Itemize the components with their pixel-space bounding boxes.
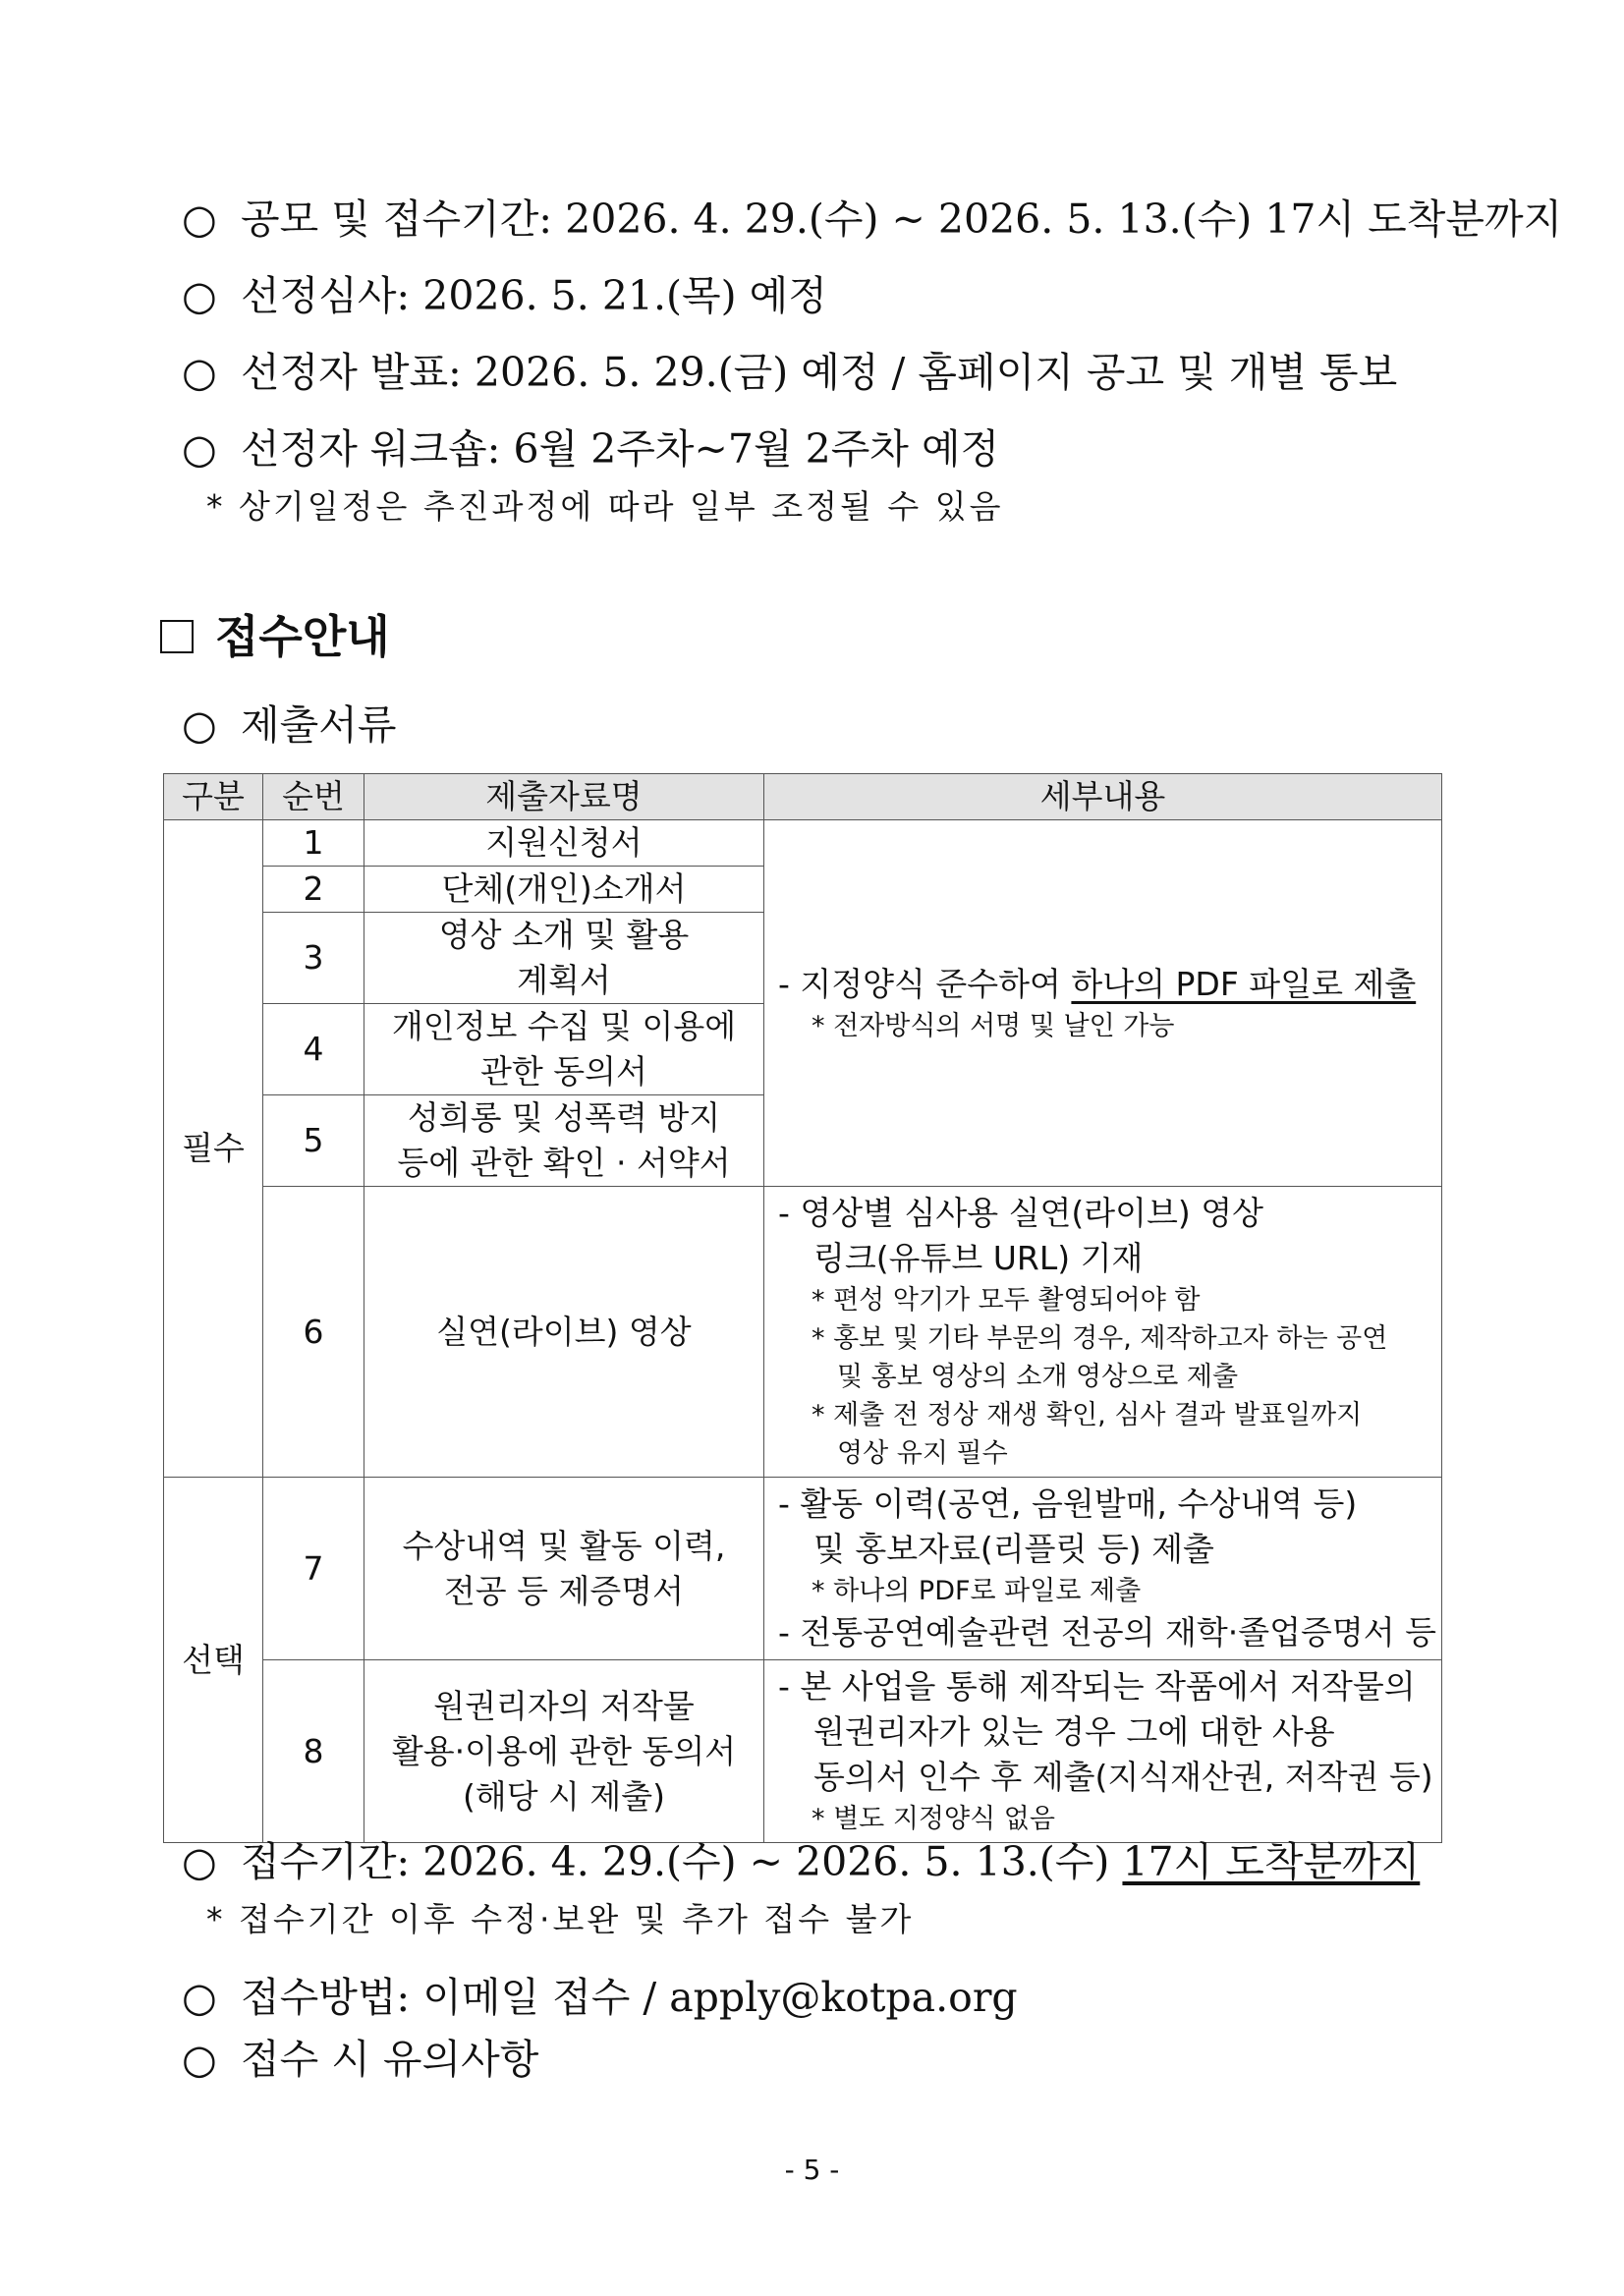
schedule-bullet-workshop <box>182 417 999 475</box>
detail-line: - 전통공연예술관련 전공의 재학·졸업증명서 등 <box>778 1613 1437 1652</box>
detail-cell-7 <box>764 1478 1442 1660</box>
name-line: 성희롱 및 성폭력 방지 <box>407 1098 721 1137</box>
table-row <box>164 820 1442 867</box>
detail-line: - 영상별 심사용 실연(라이브) 영상 <box>778 1194 1264 1232</box>
group-required <box>164 820 263 1478</box>
circle-bullet-icon: ○ <box>182 272 217 319</box>
circle-bullet-icon: ○ <box>182 701 217 749</box>
detail-line: 원권리자가 있는 경우 그에 대한 사용 <box>813 1712 1335 1751</box>
circle-bullet-icon: ○ <box>182 196 217 243</box>
name-line: 영상 소개 및 활용 <box>438 916 690 954</box>
receipt-period-text: 접수기간: 2026. 4. 29.(수) ~ 2026. 5. 13.(수) <box>241 1838 1123 1885</box>
schedule-note: * 상기일정은 추진과정에 따라 일부 조정될 수 있음 <box>206 487 1004 526</box>
detail-cell-6 <box>764 1187 1442 1478</box>
circle-bullet-icon: ○ <box>182 425 217 473</box>
detail-subnote: 및 홍보 영상의 소개 영상으로 제출 <box>837 1362 1239 1392</box>
docs-heading <box>182 693 396 751</box>
table-row <box>164 1187 1442 1478</box>
detail-subnote: * 별도 지정양식 없음 <box>812 1804 1055 1834</box>
detail-line: - 활동 이력(공연, 음원발매, 수상내역 등) <box>778 1484 1358 1523</box>
circle-bullet-icon: ○ <box>182 2036 217 2083</box>
receipt-deadline: 17시 도착분까지 <box>1122 1838 1421 1885</box>
document-name <box>364 1660 764 1843</box>
checkbox-square-icon <box>160 620 194 653</box>
docs-heading-text: 제출서류 <box>241 701 397 749</box>
receipt-caution <box>182 2027 538 2085</box>
section-heading <box>160 601 390 666</box>
row-number: 3 <box>263 913 364 1004</box>
detail-line: 링크(유튜브 URL) 기재 <box>813 1239 1144 1277</box>
document-name: 실연(라이브) 영상 <box>364 1187 764 1478</box>
group-label: 필수 <box>182 1129 245 1167</box>
name-line: (해당 시 제출) <box>462 1776 666 1816</box>
section-title: 접수안내 <box>215 610 390 663</box>
table-row <box>164 1660 1442 1843</box>
receipt-method-text: 접수방법: 이메일 접수 / apply@kotpa.org <box>241 1974 1018 2021</box>
group-label: 선택 <box>182 1640 245 1679</box>
circle-bullet-icon: ○ <box>182 1974 217 2021</box>
detail-cell-1-5 <box>764 820 1442 1187</box>
schedule-bullet-review <box>182 263 827 321</box>
schedule-text: 선정자 발표: 2026. 5. 29.(금) 예정 / 홈페이지 공고 및 개별 통보 <box>241 349 1398 396</box>
row-number: 6 <box>263 1187 364 1478</box>
schedule-bullet-announcement <box>182 340 1397 398</box>
document-name <box>364 1004 764 1095</box>
detail-cell-8 <box>764 1660 1442 1843</box>
name-line: 전공 등 제증명서 <box>443 1571 685 1610</box>
detail-subnote: * 전자방식의 서명 및 날인 가능 <box>812 1010 1175 1041</box>
header-document-name: 제출자료명 <box>364 774 764 820</box>
circle-bullet-icon: ○ <box>182 349 217 396</box>
name-line: 관한 동의서 <box>480 1052 647 1091</box>
name-line: 계획서 <box>517 961 611 999</box>
circle-bullet-icon: ○ <box>182 1838 217 1885</box>
table-row <box>164 1478 1442 1660</box>
detail-line: 및 홍보자료(리플릿 등) 제출 <box>813 1530 1214 1568</box>
name-line: 등에 관한 확인 · 서약서 <box>397 1144 731 1182</box>
schedule-text: 선정자 워크숍: 6월 2주차~7월 2주차 예정 <box>241 425 1000 473</box>
row-number: 5 <box>263 1095 364 1187</box>
detail-subnote: * 하나의 PDF로 파일로 제출 <box>812 1576 1142 1606</box>
header-category: 구분 <box>164 774 263 820</box>
name-line: 활용·이용에 관한 동의서 <box>391 1731 737 1770</box>
detail-subnote: * 편성 악기가 모두 촬영되어야 함 <box>812 1285 1201 1316</box>
header-number: 순번 <box>263 774 364 820</box>
schedule-text: 공모 및 접수기간: 2026. 4. 29.(수) ~ 2026. 5. 13.(수) 17시 도착분까지 <box>241 196 1563 243</box>
receipt-period <box>182 1829 1420 1887</box>
page-number: - 5 - <box>784 2154 840 2186</box>
name-line: 개인정보 수집 및 이용에 <box>391 1007 737 1045</box>
receipt-caution-text: 접수 시 유의사항 <box>241 2036 539 2083</box>
row-number: 2 <box>263 867 364 913</box>
name-line: 원권리자의 저작물 <box>433 1686 695 1725</box>
table-header-row <box>164 774 1442 820</box>
detail-text: - 지정양식 준수하여 <box>778 964 1072 1003</box>
document-name <box>364 1095 764 1187</box>
document-name: 지원신청서 <box>364 820 764 867</box>
schedule-text: 선정심사: 2026. 5. 21.(목) 예정 <box>241 272 827 319</box>
detail-line: 동의서 인수 후 제출(지식재산권, 저작권 등) <box>813 1758 1433 1796</box>
group-optional <box>164 1478 263 1843</box>
document-name: 단체(개인)소개서 <box>364 867 764 913</box>
document-name <box>364 913 764 1004</box>
detail-subnote: * 홍보 및 기타 부문의 경우, 제작하고자 하는 공연 <box>812 1323 1388 1354</box>
row-number: 7 <box>263 1478 364 1660</box>
receipt-period-note: * 접수기간 이후 수정·보완 및 추가 접수 불가 <box>206 1900 915 1938</box>
documents-table <box>163 773 1441 1834</box>
detail-subnote: 영상 유지 필수 <box>837 1438 1008 1469</box>
detail-subnote: * 제출 전 정상 재생 확인, 심사 결과 발표일까지 <box>812 1400 1363 1430</box>
row-number: 4 <box>263 1004 364 1095</box>
detail-line <box>778 962 1431 1007</box>
detail-line: - 본 사업을 통해 제작되는 작품에서 저작물의 <box>778 1667 1416 1706</box>
receipt-method <box>182 1965 1018 2023</box>
header-details: 세부내용 <box>764 774 1442 820</box>
detail-underlined: 하나의 PDF 파일로 제출 <box>1071 964 1417 1003</box>
row-number: 8 <box>263 1660 364 1843</box>
row-number: 1 <box>263 820 364 867</box>
document-name <box>364 1478 764 1660</box>
schedule-bullet-application-period <box>182 187 1562 245</box>
name-line: 수상내역 및 활동 이력, <box>402 1526 726 1565</box>
